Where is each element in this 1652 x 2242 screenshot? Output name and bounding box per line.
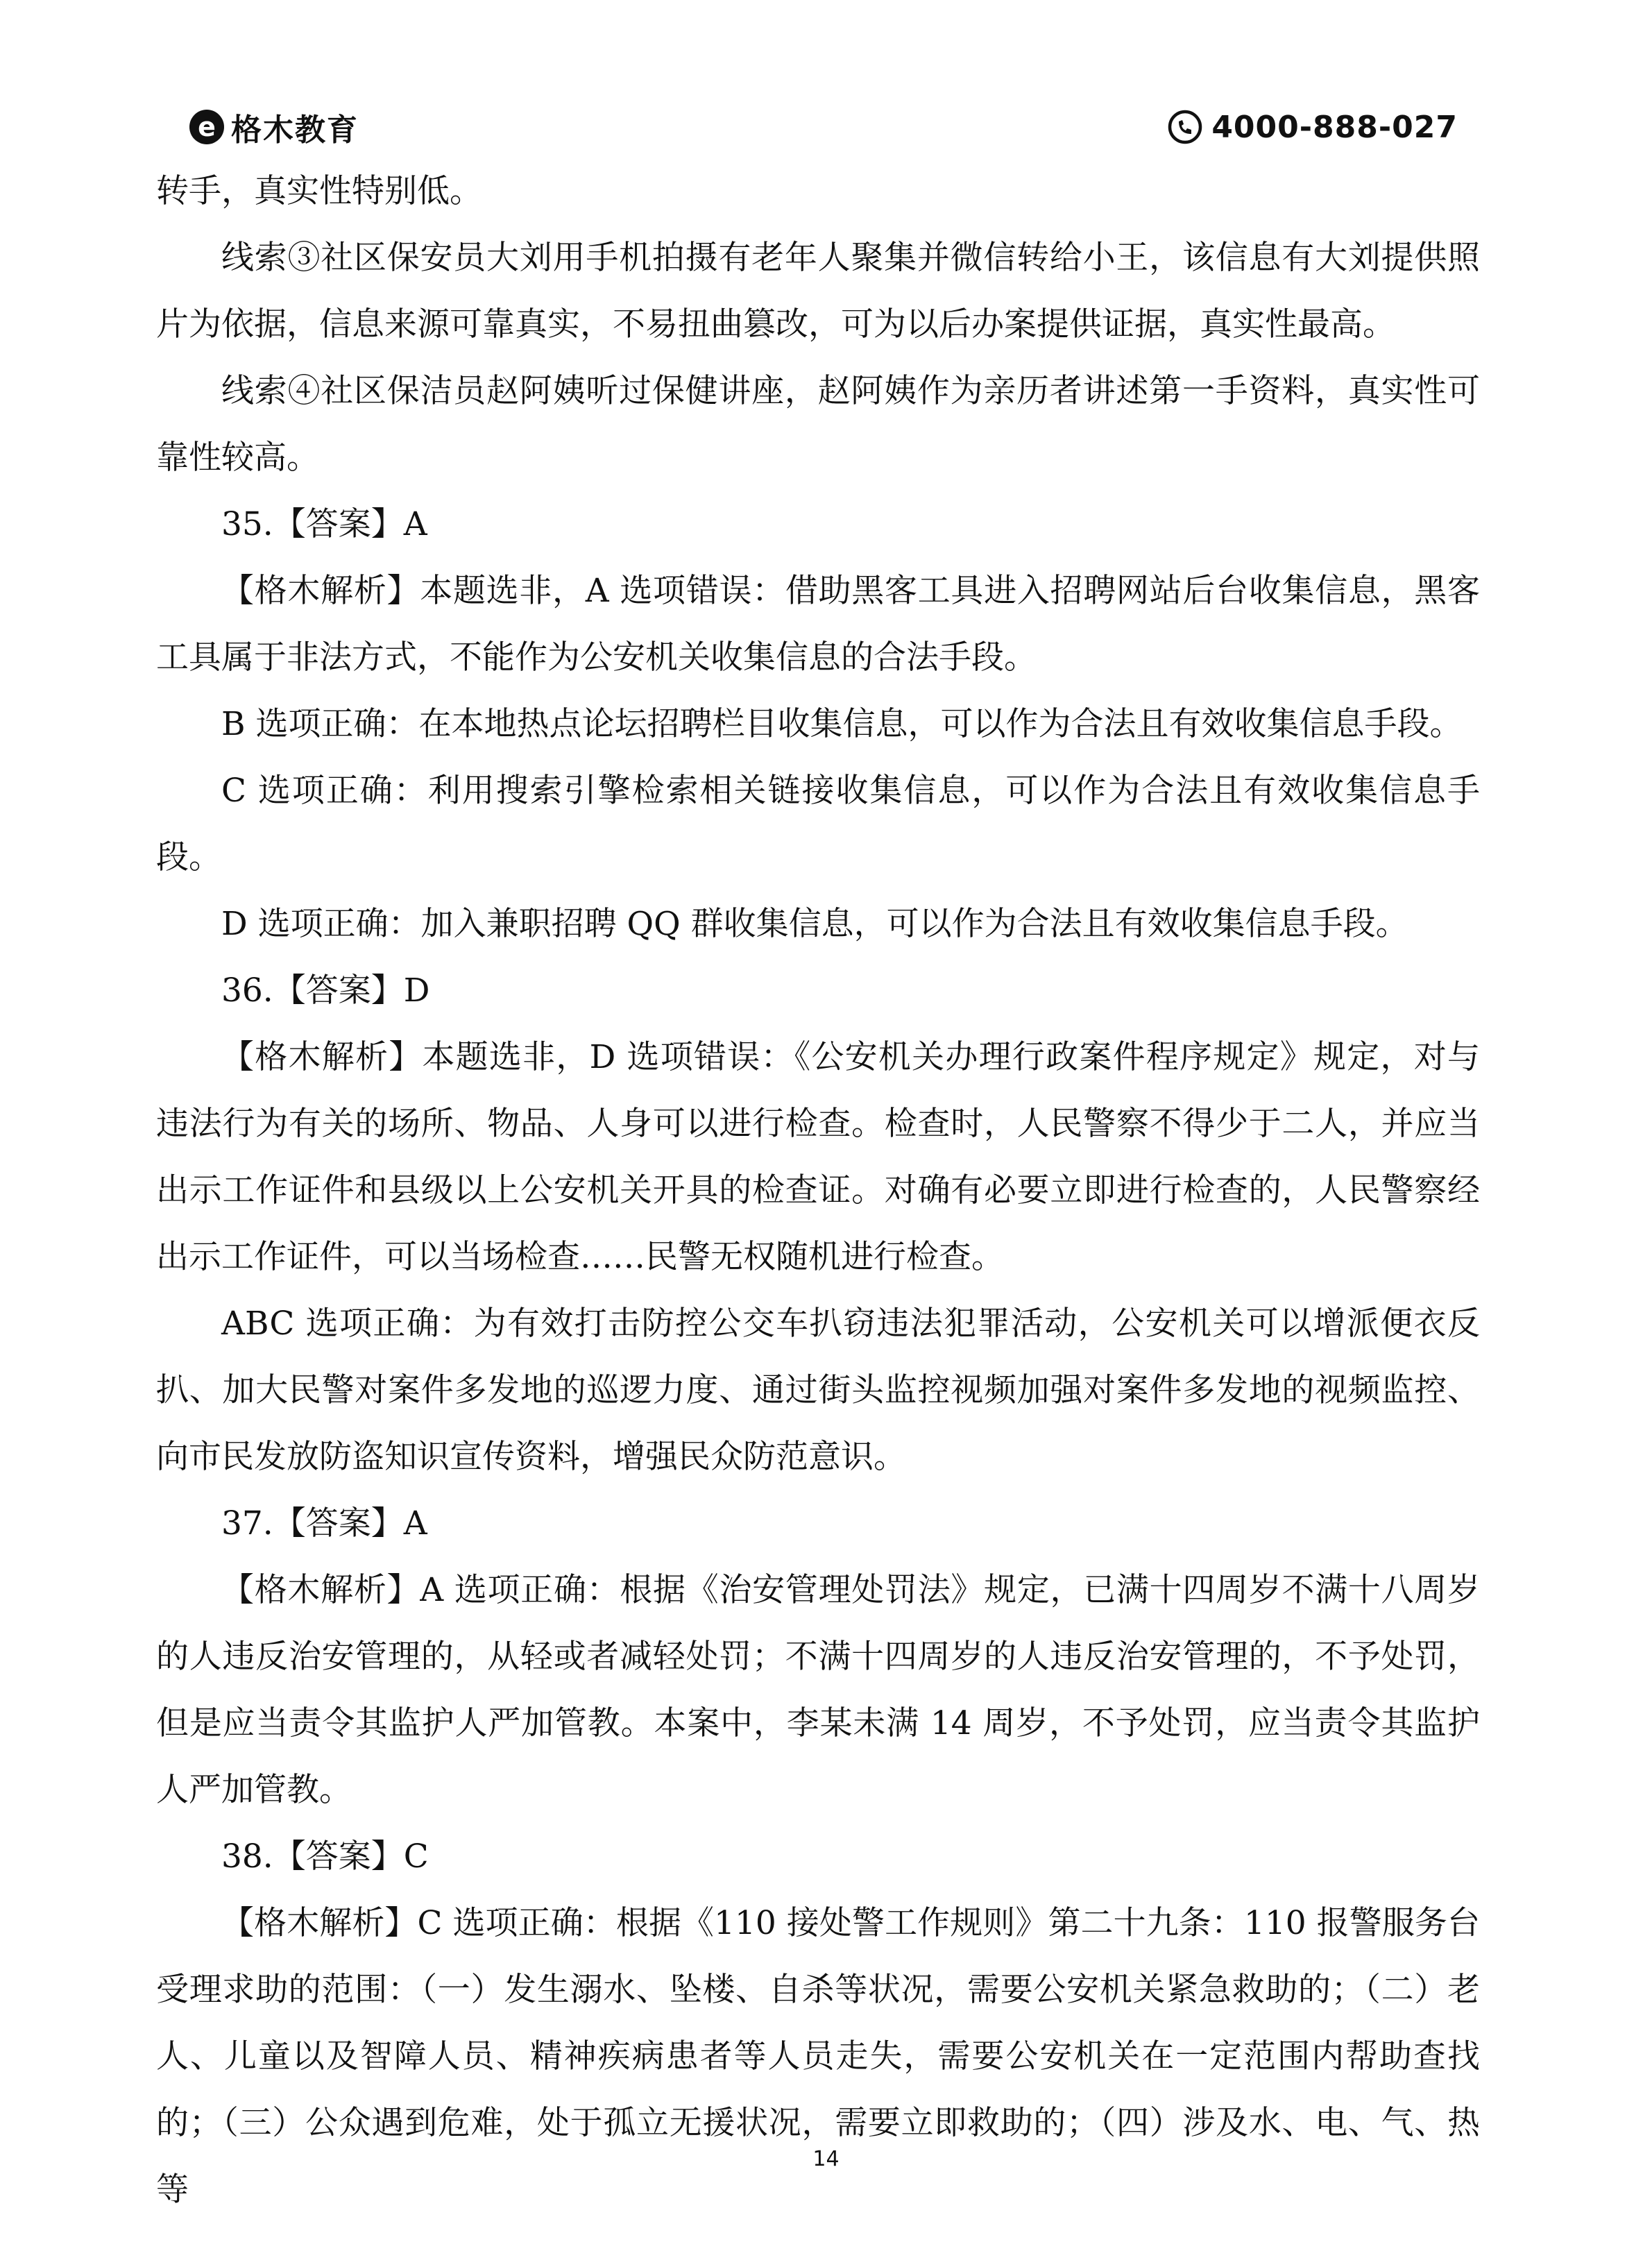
analysis-35-option-c: C 选项正确：利用搜索引擎检索相关链接收集信息，可以作为合法且有效收集信息手段。 [156, 772, 1480, 876]
page-header [156, 99, 1459, 154]
page-number: 14 [812, 2147, 840, 2171]
brand [189, 103, 359, 151]
phone-icon [1167, 109, 1203, 145]
answer-37: 37.【答案】A [221, 1504, 427, 1543]
answer-35: 35.【答案】A [221, 505, 427, 543]
analysis-38: 【格木解析】C 选项正确：根据《110 接处警工作规则》第二十九条：110 报警服务台受理求助的范围：（一）发生溺水、坠楼、自杀等状况，需要公安机关紧急救助的；（二）老人、儿童以及智障人员、精神疾病患者等人员走失，需要公安机关在一定范围内帮助查找的；（三）公众遇到危难，处于孤立无援状况，需要立即救助的；（四）涉及水、电、气、热等 [156, 1904, 1480, 2209]
analysis-37: 【格木解析】A 选项正确：根据《治安管理处罚法》规定，已满十四周岁不满十八周岁的人违反治安管理的，从轻或者减轻处罚；不满十四周岁的人违反治安管理的，不予处罚，但是应当责令其监护人严加管教。本案中，李某未满 14 周岁，不予处罚，应当责令其监护人严加管教。 [156, 1571, 1480, 1809]
analysis-35-option-b: B 选项正确：在本地热点论坛招聘栏目收集信息，可以作为合法且有效收集信息手段。 [221, 705, 1463, 743]
paragraph-clue-4: 线索④社区保洁员赵阿姨听过保健讲座，赵阿姨作为亲历者讲述第一手资料，真实性可靠性较高。 [156, 372, 1480, 477]
answer-36: 36.【答案】D [221, 971, 430, 1010]
analysis-36-options-abc: ABC 选项正确：为有效打击防控公交车扒窃违法犯罪活动，公安机关可以增派便衣反扒、加大民警对案件多发地的巡逻力度、通过街头监控视频加强对案件多发地的视频监控、向市民发放防盗知识宣传资料，增强民众防范意识。 [156, 1305, 1480, 1476]
answer-38: 38.【答案】C [221, 1837, 429, 1876]
hotline-number: 4000-888-027 [1211, 109, 1458, 145]
analysis-35-option-d: D 选项正确：加入兼职招聘 QQ 群收集信息，可以作为合法且有效收集信息手段。 [221, 905, 1408, 943]
analysis-36: 【格木解析】本题选非，D 选项错误：《公安机关办理行政案件程序规定》规定，对与违法行为有关的场所、物品、人身可以进行检查。检查时，人民警察不得少于二人，并应当出示工作证件和县级以上公安机关开具的检查证。对确有必要立即进行检查的，人民警察经出示工作证件，可以当场检查……民警无权随机进行检查。 [156, 1038, 1480, 1276]
brand-name: 格木教育 [231, 112, 359, 148]
document-body [156, 158, 1480, 2223]
brand-logo-icon: e [189, 110, 224, 144]
paragraph-continuation: 转手，真实性特别低。 [156, 172, 482, 210]
analysis-35: 【格木解析】本题选非，A 选项错误：借助黑客工具进入招聘网站后台收集信息，黑客工具属于非法方式，不能作为公安机关收集信息的合法手段。 [156, 572, 1480, 677]
paragraph-clue-3: 线索③社区保安员大刘用手机拍摄有老年人聚集并微信转给小王，该信息有大刘提供照片为依据，信息来源可靠真实，不易扭曲篡改，可为以后办案提供证据，真实性最高。 [156, 239, 1480, 343]
hotline [1167, 103, 1458, 151]
